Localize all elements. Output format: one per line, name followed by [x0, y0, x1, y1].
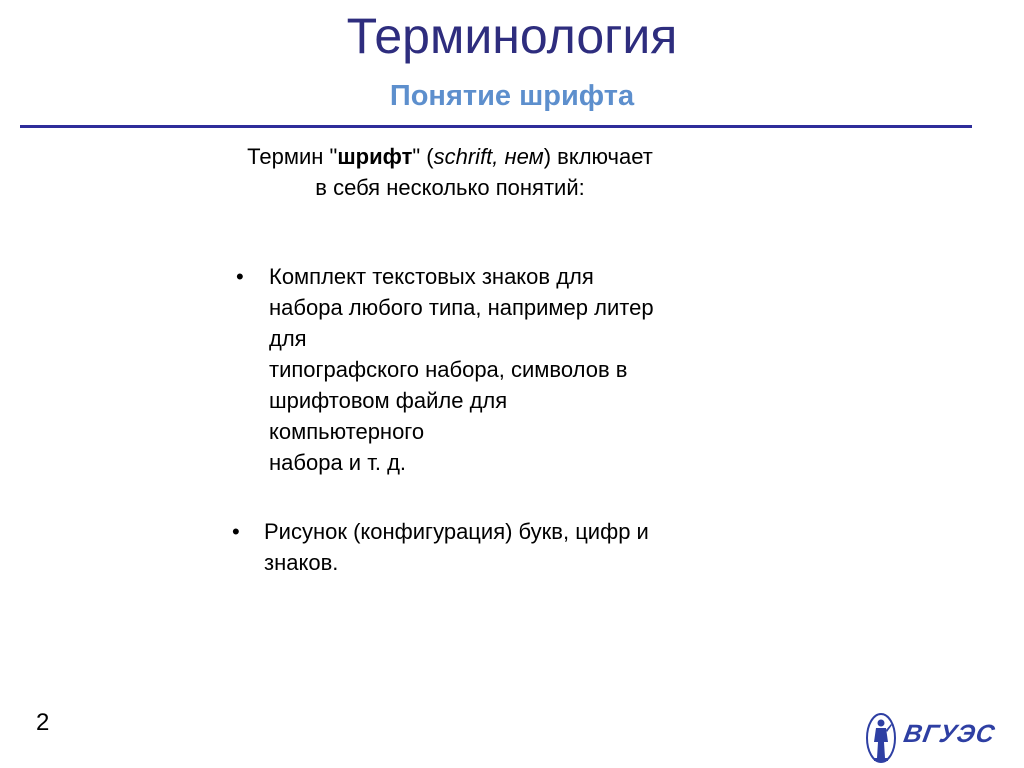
- intro-term-origin: schrift, нем: [433, 144, 544, 169]
- intro-line-2: в себя несколько понятий:: [315, 175, 585, 200]
- bullet-dot: •: [232, 519, 240, 544]
- bullet-line: для: [269, 326, 307, 351]
- bullet-line: типографского набора, символов в: [269, 357, 628, 382]
- bullet-dot: •: [236, 264, 244, 289]
- bullet-line: Рисунок (конфигурация) букв, цифр и: [264, 519, 649, 544]
- bullet-line: знаков.: [264, 550, 339, 575]
- slide-subtitle: Понятие шрифта: [389, 80, 635, 112]
- bullet-line: набора любого типа, например литер: [269, 295, 654, 320]
- page-number: 2: [36, 709, 50, 736]
- intro-paragraph: [190, 141, 710, 203]
- intro-text-pre: Термин ": [247, 144, 338, 169]
- bullet-line: шрифтовом файле для: [269, 388, 508, 413]
- logo-wordmark: ВГУЭС: [901, 720, 998, 748]
- header-divider: [20, 125, 972, 128]
- intro-text-post: ) включает: [543, 144, 653, 169]
- bullet-text: [264, 516, 724, 578]
- bullet-line: набора и т. д.: [269, 450, 407, 475]
- statue-emblem-icon: [864, 712, 898, 764]
- bullet-line: компьютерного: [269, 419, 425, 444]
- bullet-line: Комплект текстовых знаков для: [269, 264, 594, 289]
- intro-term-bold: шрифт: [337, 144, 413, 169]
- intro-text-mid: " (: [412, 144, 434, 169]
- bullet-text: [269, 261, 729, 478]
- slide-title: Терминология: [346, 8, 678, 64]
- university-logo: [864, 712, 998, 764]
